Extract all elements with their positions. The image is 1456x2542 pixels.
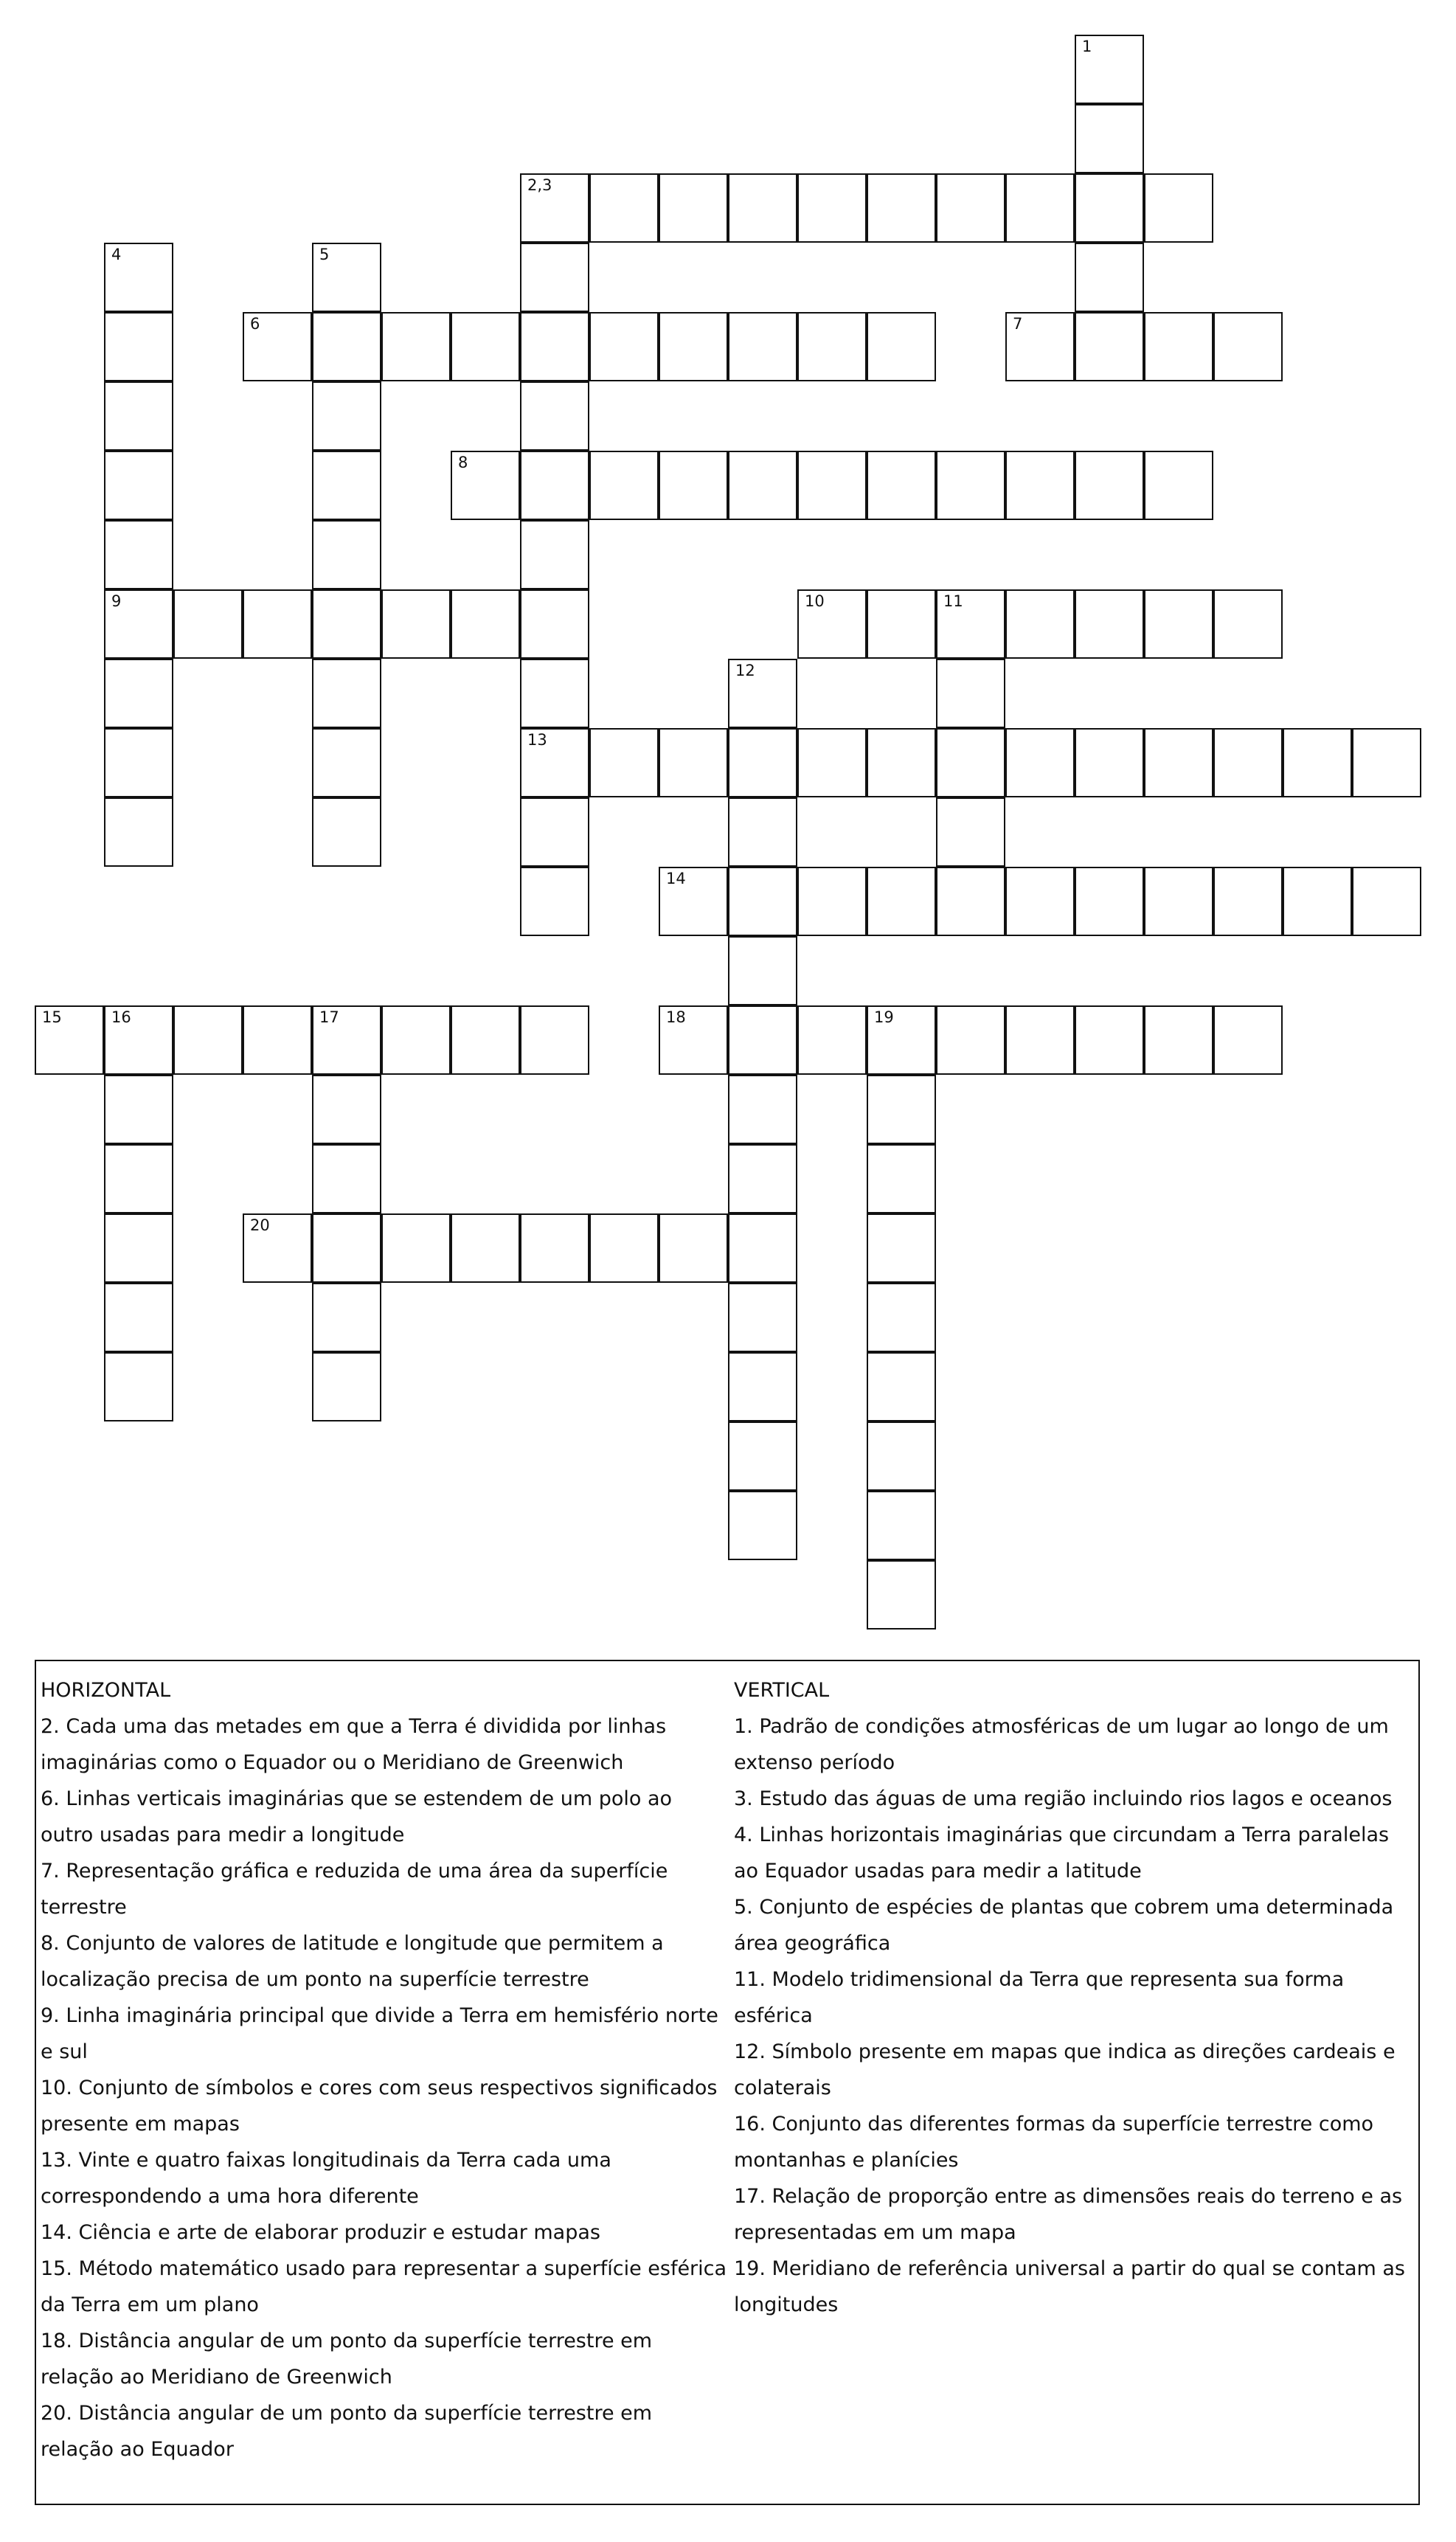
clue-number: 4: [111, 246, 122, 263]
grid-cell[interactable]: [728, 797, 797, 867]
grid-cell[interactable]: [1144, 867, 1213, 936]
grid-cell[interactable]: [1075, 312, 1144, 381]
grid-cell[interactable]: [520, 797, 589, 867]
grid-cell[interactable]: [104, 1213, 173, 1283]
clue-h-6: 6. Linhas verticais imaginárias que se estendem de um polo ao outro usadas para medir a longitude: [41, 1787, 673, 1846]
clue-number: 8: [458, 454, 468, 471]
grid-cell[interactable]: [1005, 1005, 1075, 1075]
grid-cell[interactable]: [451, 312, 520, 381]
grid-cell[interactable]: [867, 867, 936, 936]
grid-cell[interactable]: [1075, 728, 1144, 797]
grid-cell[interactable]: [728, 728, 797, 797]
clue-v-16: 16. Conjunto das diferentes formas da superfície terrestre como montanhas e planícies: [734, 2113, 1374, 2172]
grid-cell[interactable]: [1283, 728, 1352, 797]
grid-cell[interactable]: [867, 1005, 936, 1075]
clue-number: 10: [805, 592, 825, 610]
grid-cell[interactable]: [520, 173, 589, 243]
grid-cell[interactable]: [1075, 243, 1144, 312]
clue-v-3: 3. Estudo das águas de uma região incluindo rios lagos e oceanos: [734, 1787, 1393, 1810]
grid-cell[interactable]: [659, 867, 728, 936]
grid-cell[interactable]: [797, 451, 867, 520]
grid-cell[interactable]: [589, 173, 659, 243]
clue-number: 5: [319, 246, 330, 263]
grid-cell[interactable]: [1005, 173, 1075, 243]
grid-cell[interactable]: [1213, 1005, 1283, 1075]
grid-cell[interactable]: [451, 451, 520, 520]
grid-cell[interactable]: [867, 1491, 936, 1560]
grid-cell[interactable]: [728, 1075, 797, 1144]
grid-cell[interactable]: [520, 451, 589, 520]
grid-cell[interactable]: [243, 1005, 312, 1075]
grid-cell[interactable]: [1213, 867, 1283, 936]
clue-h-9: 9. Linha imaginária principal que divide a Terra em hemisfério norte e sul: [41, 2004, 718, 2063]
grid-cell[interactable]: [936, 1005, 1005, 1075]
grid-cell[interactable]: [728, 1144, 797, 1213]
clue-number: 19: [874, 1008, 894, 1026]
grid-cell[interactable]: [867, 312, 936, 381]
grid-cell[interactable]: [104, 589, 173, 659]
grid-cell[interactable]: [659, 173, 728, 243]
grid-cell[interactable]: [104, 381, 173, 451]
grid-cell[interactable]: [520, 243, 589, 312]
grid-cell[interactable]: [312, 243, 381, 312]
clue-number: 16: [111, 1008, 131, 1026]
grid-cell[interactable]: [312, 1144, 381, 1213]
grid-cell[interactable]: [867, 1421, 936, 1491]
grid-cell[interactable]: [104, 1283, 173, 1352]
grid-cell[interactable]: [312, 1283, 381, 1352]
grid-cell[interactable]: [728, 173, 797, 243]
clue-number: 14: [666, 870, 686, 887]
grid-cell[interactable]: [1005, 589, 1075, 659]
grid-cell[interactable]: [1144, 451, 1213, 520]
grid-cell[interactable]: [520, 867, 589, 936]
horizontal-clues: [41, 1673, 730, 2467]
clue-number: 7: [1013, 315, 1023, 333]
grid-cell[interactable]: [312, 1075, 381, 1144]
grid-cell[interactable]: [867, 1560, 936, 1630]
grid-cell[interactable]: [659, 1005, 728, 1075]
grid-cell[interactable]: [1213, 728, 1283, 797]
grid-cell[interactable]: [451, 1005, 520, 1075]
grid-cell[interactable]: [520, 312, 589, 381]
clue-number: 20: [250, 1216, 270, 1234]
clue-number: 12: [735, 662, 755, 679]
clue-h-2: 2. Cada uma das metades em que a Terra é dividida por linhas imaginárias como o Equador ou o Meridiano de Greenwich: [41, 1715, 667, 1774]
grid-cell[interactable]: [1352, 728, 1421, 797]
grid-cell[interactable]: [728, 1283, 797, 1352]
clue-number: 15: [42, 1008, 62, 1026]
grid-cell[interactable]: [797, 312, 867, 381]
clue-h-10: 10. Conjunto de símbolos e cores com seus respectivos significados presente em mapas: [41, 2077, 718, 2136]
grid-cell[interactable]: [1075, 589, 1144, 659]
grid-cell[interactable]: [520, 659, 589, 728]
grid-cell[interactable]: [867, 728, 936, 797]
grid-cell[interactable]: [104, 728, 173, 797]
grid-cell[interactable]: [1075, 1005, 1144, 1075]
clue-number: 6: [250, 315, 260, 333]
grid-cell[interactable]: [589, 312, 659, 381]
clue-number: 2,3: [527, 176, 552, 194]
grid-cell[interactable]: [589, 451, 659, 520]
grid-cell[interactable]: [659, 728, 728, 797]
clue-h-15: 15. Método matemático usado para representar a superfície esférica da Terra em um plano: [41, 2257, 727, 2316]
grid-cell[interactable]: [451, 1213, 520, 1283]
grid-cell[interactable]: [1213, 312, 1283, 381]
grid-cell[interactable]: [104, 520, 173, 589]
grid-cell[interactable]: [1075, 35, 1144, 104]
grid-cell[interactable]: [104, 1075, 173, 1144]
grid-cell[interactable]: [867, 451, 936, 520]
grid-cell[interactable]: [104, 797, 173, 867]
grid-cell[interactable]: [312, 589, 381, 659]
grid-cell[interactable]: [451, 589, 520, 659]
grid-cell[interactable]: [520, 520, 589, 589]
grid-cell[interactable]: [312, 312, 381, 381]
grid-cell[interactable]: [520, 381, 589, 451]
grid-cell[interactable]: [728, 1352, 797, 1421]
grid-cell[interactable]: [1213, 589, 1283, 659]
clue-number: 18: [666, 1008, 686, 1026]
grid-cell[interactable]: [312, 728, 381, 797]
grid-cell[interactable]: [243, 312, 312, 381]
grid-cell[interactable]: [936, 867, 1005, 936]
grid-cell[interactable]: [728, 936, 797, 1005]
grid-cell[interactable]: [312, 1352, 381, 1421]
grid-cell[interactable]: [104, 659, 173, 728]
grid-cell[interactable]: [520, 728, 589, 797]
grid-cell[interactable]: [1144, 728, 1213, 797]
grid-cell[interactable]: [520, 1213, 589, 1283]
grid-cell[interactable]: [1075, 173, 1144, 243]
grid-cell[interactable]: [936, 451, 1005, 520]
grid-cell[interactable]: [1005, 312, 1075, 381]
grid-cell[interactable]: [589, 1213, 659, 1283]
grid-cell[interactable]: [867, 1075, 936, 1144]
grid-cell[interactable]: [1075, 867, 1144, 936]
grid-cell[interactable]: [243, 1213, 312, 1283]
vertical-clues: [734, 1673, 1412, 2323]
grid-cell[interactable]: [728, 1491, 797, 1560]
clue-h-7: 7. Representação gráfica e reduzida de uma área da superfície terrestre: [41, 1860, 668, 1919]
grid-cell[interactable]: [936, 797, 1005, 867]
grid-cell[interactable]: [520, 589, 589, 659]
clue-number: 13: [527, 731, 547, 749]
grid-cell[interactable]: [936, 659, 1005, 728]
vertical-title: VERTICAL: [734, 1679, 830, 1702]
grid-cell[interactable]: [104, 243, 173, 312]
horizontal-title: HORIZONTAL: [41, 1679, 171, 1702]
grid-cell[interactable]: [312, 520, 381, 589]
grid-cell[interactable]: [728, 867, 797, 936]
grid-cell[interactable]: [867, 1283, 936, 1352]
grid-cell[interactable]: [1075, 104, 1144, 173]
grid-cell[interactable]: [35, 1005, 104, 1075]
grid-cell[interactable]: [104, 312, 173, 381]
grid-cell[interactable]: [659, 1213, 728, 1283]
grid-cell[interactable]: [728, 659, 797, 728]
clues-box: [35, 1660, 1420, 2505]
grid-cell[interactable]: [104, 451, 173, 520]
grid-cell[interactable]: [104, 1005, 173, 1075]
clue-number: 1: [1082, 38, 1092, 55]
grid-cell[interactable]: [728, 1005, 797, 1075]
grid-cell[interactable]: [173, 589, 243, 659]
grid-cell[interactable]: [728, 1213, 797, 1283]
grid-cell[interactable]: [936, 173, 1005, 243]
grid-cell[interactable]: [867, 173, 936, 243]
grid-cell[interactable]: [1144, 312, 1213, 381]
grid-cell[interactable]: [1005, 451, 1075, 520]
grid-cell[interactable]: [728, 1421, 797, 1491]
grid-cell[interactable]: [728, 312, 797, 381]
grid-cell[interactable]: [104, 1352, 173, 1421]
grid-cell[interactable]: [312, 797, 381, 867]
clue-h-18: 18. Distância angular de um ponto da superfície terrestre em relação ao Meridiano de Greenwich: [41, 2330, 653, 2389]
grid-cell[interactable]: [589, 728, 659, 797]
grid-cell[interactable]: [104, 1144, 173, 1213]
grid-cell[interactable]: [1144, 173, 1213, 243]
grid-cell[interactable]: [1144, 589, 1213, 659]
grid-cell[interactable]: [1352, 867, 1421, 936]
grid-cell[interactable]: [520, 1005, 589, 1075]
grid-cell[interactable]: [867, 1352, 936, 1421]
clue-h-8: 8. Conjunto de valores de latitude e longitude que permitem a localização precisa de um ponto na superfície terrestre: [41, 1932, 664, 1991]
clue-number: 17: [319, 1008, 339, 1026]
grid-cell[interactable]: [1144, 1005, 1213, 1075]
grid-cell[interactable]: [797, 867, 867, 936]
grid-cell[interactable]: [312, 1005, 381, 1075]
grid-cell[interactable]: [659, 451, 728, 520]
grid-cell[interactable]: [659, 312, 728, 381]
grid-cell[interactable]: [312, 1213, 381, 1283]
grid-cell[interactable]: [1075, 451, 1144, 520]
clue-h-20: 20. Distância angular de um ponto da superfície terrestre em relação ao Equador: [41, 2402, 653, 2461]
grid-cell[interactable]: [312, 659, 381, 728]
grid-cell[interactable]: [1005, 867, 1075, 936]
grid-cell[interactable]: [381, 1213, 451, 1283]
clue-v-12: 12. Símbolo presente em mapas que indica as direções cardeais e colaterais: [734, 2040, 1396, 2099]
grid-cell[interactable]: [312, 451, 381, 520]
clue-h-14: 14. Ciência e arte de elaborar produzir e estudar mapas: [41, 2221, 600, 2244]
clue-v-19: 19. Meridiano de referência universal a partir do qual se contam as longitudes: [734, 2257, 1405, 2316]
grid-cell[interactable]: [381, 1005, 451, 1075]
clue-h-13: 13. Vinte e quatro faixas longitudinais da Terra cada uma correspondendo a uma hora diferente: [41, 2149, 611, 2208]
grid-cell[interactable]: [936, 728, 1005, 797]
grid-cell[interactable]: [797, 1005, 867, 1075]
grid-cell[interactable]: [797, 173, 867, 243]
grid-cell[interactable]: [381, 589, 451, 659]
grid-cell[interactable]: [243, 589, 312, 659]
clue-v-1: 1. Padrão de condições atmosféricas de um lugar ao longo de um extenso período: [734, 1715, 1389, 1774]
clue-v-4: 4. Linhas horizontais imaginárias que circundam a Terra paralelas ao Equador usadas para medir a latitude: [734, 1824, 1390, 1883]
grid-cell[interactable]: [728, 451, 797, 520]
grid-cell[interactable]: [173, 1005, 243, 1075]
clue-v-11: 11. Modelo tridimensional da Terra que representa sua forma esférica: [734, 1968, 1345, 2027]
grid-cell[interactable]: [797, 589, 867, 659]
grid-cell[interactable]: [1283, 867, 1352, 936]
grid-cell[interactable]: [312, 381, 381, 451]
grid-cell[interactable]: [867, 1144, 936, 1213]
clue-number: 9: [111, 592, 122, 610]
grid-cell[interactable]: [867, 1213, 936, 1283]
clue-number: 11: [943, 592, 963, 610]
clue-v-5: 5. Conjunto de espécies de plantas que cobrem uma determinada área geográfica: [734, 1896, 1394, 1955]
grid-cell[interactable]: [381, 312, 451, 381]
clue-v-17: 17. Relação de proporção entre as dimensões reais do terreno e as representadas em um mapa: [734, 2185, 1403, 2244]
grid-cell[interactable]: [1005, 728, 1075, 797]
grid-cell[interactable]: [797, 728, 867, 797]
grid-cell[interactable]: [867, 589, 936, 659]
grid-cell[interactable]: [936, 589, 1005, 659]
